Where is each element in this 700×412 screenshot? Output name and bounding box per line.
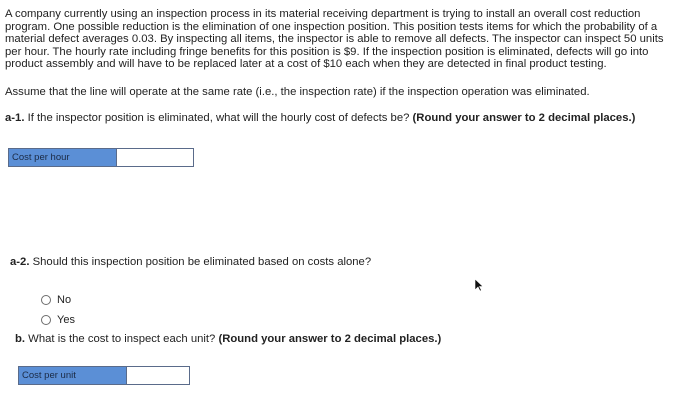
- assumption-text: Assume that the line will operate at the same rate (i.e., the inspection rate) if the inspection operation was eliminated.: [5, 86, 590, 98]
- question-text: What is the cost to inspect each unit?: [25, 333, 219, 345]
- question-text: Should this inspection position be eliminated based on costs alone?: [29, 256, 372, 268]
- cost-per-hour-label: Cost per hour: [9, 149, 116, 166]
- problem-line: product assembly and will have to be replaced later at a cost of $10 each when they are detected in final product testing.: [5, 58, 607, 71]
- problem-line: per hour. The hourly rate including fringe benefits for this position is $9. If the inspection position is eliminated, defects will go into: [5, 45, 649, 58]
- radio-button-icon[interactable]: [41, 295, 51, 305]
- question-tag: b.: [15, 333, 26, 345]
- radio-label-no: No: [57, 294, 72, 306]
- cost-per-hour-input[interactable]: [116, 149, 193, 166]
- question-a2: [10, 256, 371, 268]
- cost-per-unit-row: [18, 366, 190, 385]
- radio-button-icon[interactable]: [41, 315, 51, 325]
- question-text: If the inspector position is eliminated, what will the hourly cost of defects be?: [24, 112, 413, 124]
- question-a1: [5, 112, 635, 124]
- question-tag: a-2.: [10, 256, 30, 268]
- rounding-instruction: (Round your answer to 2 decimal places.): [218, 333, 442, 345]
- question-b: [15, 333, 441, 345]
- problem-statement: [5, 8, 695, 71]
- problem-line: program. One possible reduction is the elimination of one inspection position. This position tests items for which the probability of a: [5, 20, 658, 33]
- mouse-pointer-icon: [474, 278, 484, 292]
- rounding-instruction: (Round your answer to 2 decimal places.): [412, 112, 636, 124]
- cost-per-hour-row: [8, 148, 194, 167]
- cost-per-unit-label: Cost per unit: [19, 367, 126, 384]
- problem-line: material defect averages 0.03. By inspecting all items, the inspector is able to remove all defects. The inspector can inspect 50 units: [5, 33, 664, 46]
- cost-per-unit-input[interactable]: [126, 367, 189, 384]
- radio-label-yes: Yes: [57, 314, 75, 326]
- radio-option-yes[interactable]: [41, 314, 75, 326]
- question-tag: a-1.: [5, 112, 25, 124]
- problem-line: A company currently using an inspection process in its material receiving department is trying to install an overall cost reduction: [5, 8, 641, 20]
- radio-option-no[interactable]: [41, 294, 71, 306]
